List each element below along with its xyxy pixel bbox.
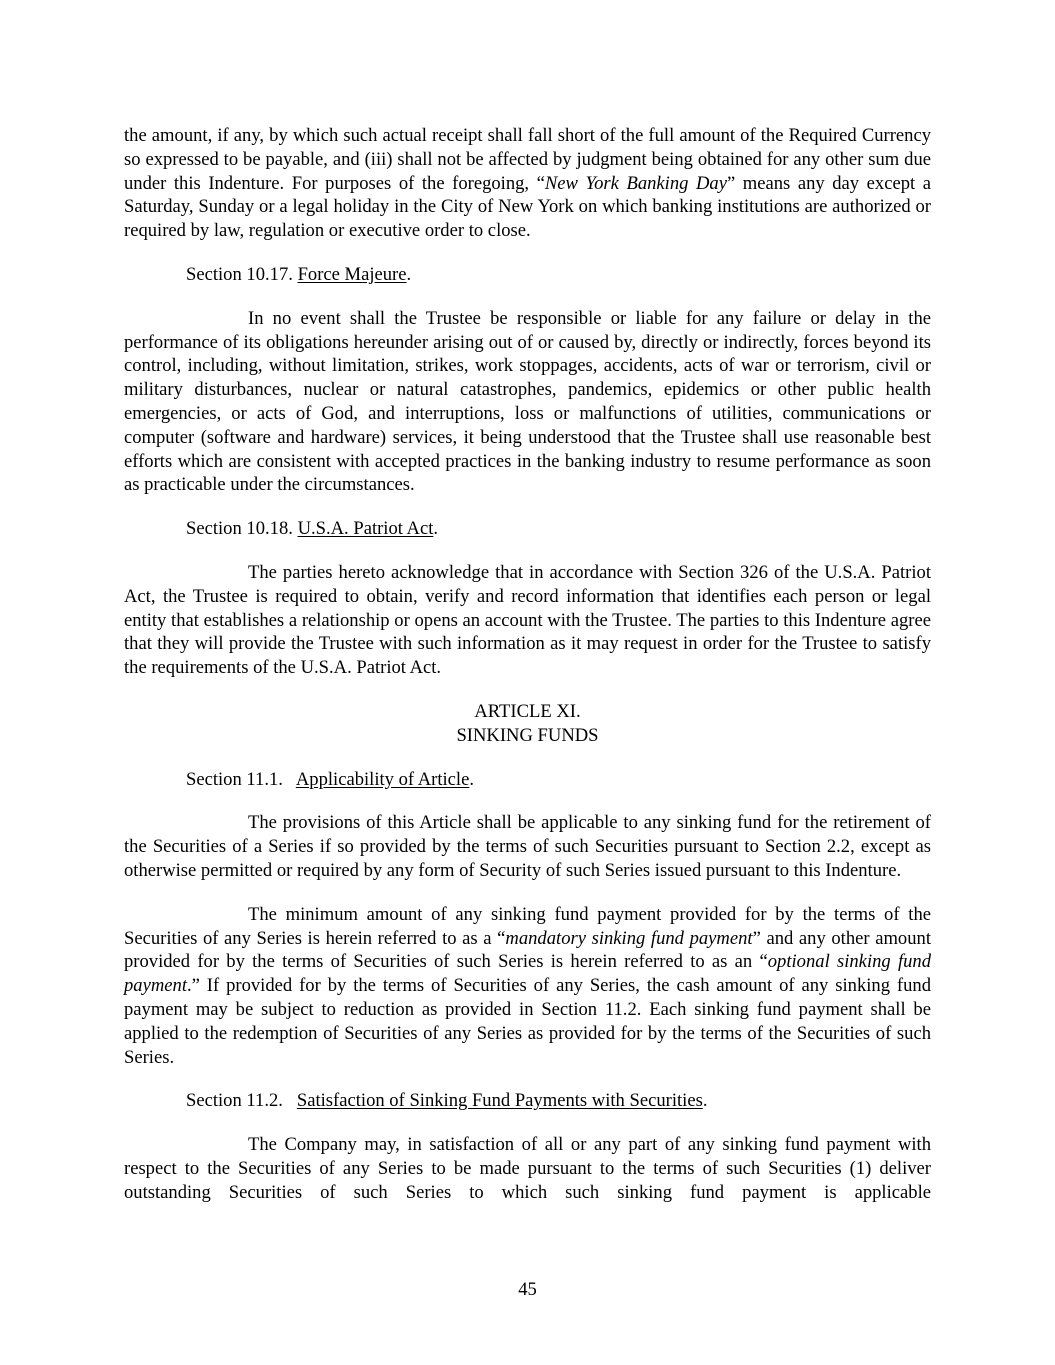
defined-term: New York Banking Day: [544, 172, 727, 194]
defined-term: mandatory sinking fund payment: [505, 927, 753, 949]
section-number: Section 11.1.: [186, 768, 296, 790]
paragraph-text: ” means any day except a Saturday, Sunday or a legal holiday in the City of New York on which banking institutions are authorized or required by law, regulation or executive order to close.: [124, 172, 931, 242]
article-number: ARTICLE XI.: [474, 700, 581, 722]
paragraph-sinking-fund-payments: [124, 903, 931, 1070]
paragraph-text: .” If provided for by the terms of Securities of any Series, the cash amount of any sinking fund payment may be subject to reduction as provided in Section 11.2. Each sinking fund payment shall be applied to the redemption of Securities of any Series as provided for by the terms of the Securities of such Series.: [124, 975, 931, 1068]
section-title: Applicability of Article: [295, 768, 470, 790]
section-number: Section 10.17.: [186, 263, 298, 285]
section-number: Section 10.18.: [186, 518, 298, 540]
section-title: Force Majeure: [297, 263, 407, 285]
section-heading-11-2: [124, 1089, 931, 1113]
paragraph-satisfaction: The Company may, in satisfaction of all or any part of any sinking fund payment with respect to the Securities of any Series to be made pursuant to the terms of such Securities (1) deliver outstanding Securities of such Series to which such sinking fund payment is applicable: [124, 1134, 931, 1203]
section-heading-10-18: [124, 517, 931, 541]
document-page: [124, 124, 931, 1204]
paragraph-text: The minimum amount of any sinking fund payment provided for by the terms of the Securities of any Series is herein referred to as a “: [124, 903, 931, 949]
section-punct: .: [469, 768, 474, 790]
paragraph-patriot-act: The parties hereto acknowledge that in accordance with Section 326 of the U.S.A. Patriot Act, the Trustee is required to obtain, verify and record information that identifies each person or legal entity that establishes a relationship or opens an account with the Trustee. The parties to this Indenture agree that they will provide the Trustee with such information as it may request in order for the Trustee to satisfy the requirements of the U.S.A. Patriot Act.: [124, 561, 931, 679]
article-title: SINKING FUNDS: [456, 724, 599, 746]
section-punct: .: [433, 518, 439, 540]
section-punct: .: [702, 1090, 708, 1112]
section-title: U.S.A. Patriot Act: [297, 518, 434, 540]
section-heading-10-17: [124, 263, 931, 287]
defined-term: optional sinking fund payment: [124, 951, 932, 997]
section-heading-11-1: [124, 768, 931, 792]
section-number: Section 11.2.: [186, 1090, 297, 1112]
paragraph-applicability: The provisions of this Article shall be applicable to any sinking fund for the retirement of the Securities of a Series if so provided by the terms of such Securities pursuant to Section 2.2, except as otherwise permitted or required by any form of Security of such Series issued pursuant to this Indenture.: [124, 812, 931, 881]
page-number: 45: [518, 1279, 537, 1300]
section-title: Satisfaction of Sinking Fund Payments with Securities: [296, 1090, 703, 1112]
paragraph-text: ” and any other amount provided for by the terms of Securities of such Series is herein referred to as an “: [124, 927, 931, 973]
section-punct: .: [406, 263, 412, 285]
paragraph-judgment-currency: [124, 124, 931, 243]
paragraph-text: the amount, if any, by which such actual receipt shall fall short of the full amount of the Required Currency so expressed to be payable, and (iii) shall not be affected by judgment being obtained for any other sum due under this Indenture. For purposes of the foregoing, “: [124, 125, 931, 194]
paragraph-force-majeure: In no event shall the Trustee be responsible or liable for any failure or delay in the performance of its obligations hereunder arising out of or caused by, directly or indirectly, forces beyond its control, including, without limitation, strikes, work stoppages, accidents, acts of war or terrorism, civil or military disturbances, nuclear or natural catastrophes, pandemics, epidemics or other public health emergencies, or acts of God, and interruptions, loss or malfunctions of utilities, communications or computer (software and hardware) services, it being understood that the Trustee shall use reasonable best efforts which are consistent with accepted practices in the banking industry to resume performance as soon as practicable under the circumstances.: [124, 307, 931, 496]
